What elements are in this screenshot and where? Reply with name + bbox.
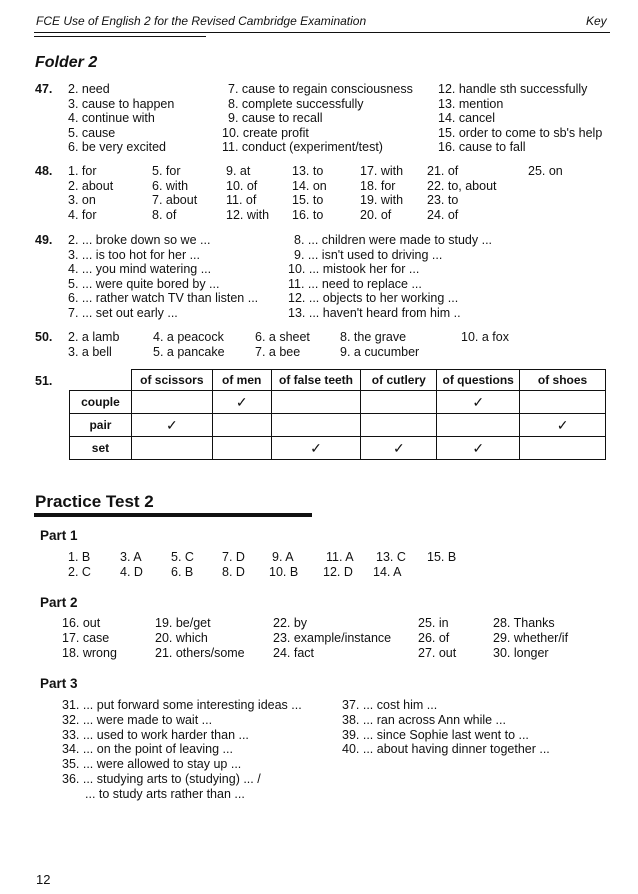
tick-cell bbox=[131, 437, 212, 460]
answer-item: 36. ... studying arts to (studying) ... / bbox=[62, 772, 261, 786]
tick-cell bbox=[271, 414, 361, 437]
answer-item: 1. B bbox=[68, 550, 91, 564]
answer-item: 1. for bbox=[68, 164, 97, 178]
answer-item: 29. whether/if bbox=[493, 630, 569, 645]
answer-item: 13. ... haven't heard from him .. bbox=[288, 306, 461, 320]
answer-item: 5. a pancake bbox=[153, 345, 225, 359]
answer-item-continuation: ... to study arts rather than ... bbox=[85, 786, 245, 801]
tick-cell bbox=[361, 391, 437, 414]
answer-item: 22. to, about bbox=[427, 178, 497, 193]
tick-cell: ✓ bbox=[437, 437, 520, 460]
running-header-title: FCE Use of English 2 for the Revised Cambridge Examination bbox=[36, 14, 367, 28]
tick-cell: ✓ bbox=[361, 437, 437, 460]
table-header: of men bbox=[212, 370, 271, 391]
answer-item: 6. a sheet bbox=[255, 330, 310, 344]
answer-item: 11. of bbox=[226, 193, 257, 208]
tick-cell: ✓ bbox=[437, 391, 520, 414]
answer-item: 31. ... put forward some interesting ideas ... bbox=[62, 698, 302, 712]
tick-cell: ✓ bbox=[271, 437, 361, 460]
part-3-title: Part 3 bbox=[40, 676, 78, 691]
tick-cell bbox=[361, 414, 437, 437]
tick-cell bbox=[131, 391, 212, 414]
answer-item: 23. to bbox=[427, 193, 459, 208]
answer-item: 12. with bbox=[226, 207, 270, 222]
answer-item: 9. at bbox=[226, 164, 251, 178]
answer-item: 10. create profit bbox=[222, 125, 309, 140]
question-number-47: 47. bbox=[35, 82, 53, 96]
answer-item: 18. wrong bbox=[62, 645, 117, 660]
answer-item: 9. a cucumber bbox=[340, 345, 420, 359]
answer-item: 13. to bbox=[292, 164, 324, 178]
answer-item: 17. case bbox=[62, 630, 110, 645]
answer-item: 2. about bbox=[68, 178, 114, 193]
answer-item: 8. the grave bbox=[340, 330, 407, 344]
answer-item: 8. of bbox=[152, 207, 177, 222]
tick-cell bbox=[520, 437, 606, 460]
table-header: of scissors bbox=[131, 370, 212, 391]
folder-title: Folder 2 bbox=[35, 54, 98, 71]
answer-item: 9. cause to recall bbox=[228, 111, 323, 126]
answer-item: 32. ... were made to wait ... bbox=[62, 712, 213, 727]
tick-cell bbox=[271, 391, 361, 414]
answer-item: 3. A bbox=[120, 550, 142, 564]
answer-item: 2. C bbox=[68, 565, 91, 579]
answer-item: 7. D bbox=[222, 550, 245, 564]
answer-item: 11. ... need to replace ... bbox=[288, 276, 422, 291]
answer-item: 19. be/get bbox=[155, 616, 211, 630]
tick-cell: ✓ bbox=[212, 391, 271, 414]
answer-item: 8. D bbox=[222, 565, 245, 579]
answer-item: 22. by bbox=[273, 616, 308, 630]
answer-item: 4. a peacock bbox=[153, 330, 224, 344]
header-rule-short bbox=[34, 36, 206, 37]
table-header: of false teeth bbox=[271, 370, 361, 391]
answer-item: 4. ... you mind watering ... bbox=[68, 262, 212, 277]
row-label: pair bbox=[70, 414, 132, 437]
answer-item: 5. cause bbox=[68, 125, 116, 140]
answer-item: 7. a bee bbox=[255, 345, 301, 359]
answer-item: 10. a fox bbox=[461, 330, 509, 344]
answer-item: 25. in bbox=[418, 616, 449, 630]
answer-item: 9. ... isn't used to driving ... bbox=[294, 247, 443, 262]
answer-item: 16. out bbox=[62, 616, 101, 630]
answer-item: 14. A bbox=[373, 565, 402, 579]
answer-item: 24. fact bbox=[273, 645, 314, 660]
answer-item: 12. D bbox=[323, 565, 353, 579]
answer-item: 4. continue with bbox=[68, 111, 155, 126]
question-number-50: 50. bbox=[35, 330, 53, 344]
tick-cell bbox=[437, 414, 520, 437]
answer-item: 21. others/some bbox=[155, 645, 245, 660]
answer-item: 23. example/instance bbox=[273, 630, 392, 645]
answer-item: 2. need bbox=[68, 82, 110, 96]
answer-item: 6. ... rather watch TV than listen ... bbox=[68, 291, 259, 306]
answer-item: 6. be very excited bbox=[68, 140, 166, 155]
answer-item: 15. to bbox=[292, 193, 324, 208]
answer-item: 19. with bbox=[360, 193, 404, 208]
answer-item: 27. out bbox=[418, 645, 457, 660]
answer-item: 10. of bbox=[226, 178, 258, 193]
answer-item: 20. of bbox=[360, 207, 392, 222]
answer-item: 10. ... mistook her for ... bbox=[288, 262, 420, 277]
answer-item: 7. ... set out early ... bbox=[68, 306, 178, 320]
answer-item: 26. of bbox=[418, 630, 450, 645]
answer-item: 11. conduct (experiment/test) bbox=[222, 140, 383, 155]
answer-item: 21. of bbox=[427, 164, 459, 178]
answer-item: 2. ... broke down so we ... bbox=[68, 233, 211, 247]
table-row bbox=[70, 414, 606, 437]
table-header: of questions bbox=[437, 370, 520, 391]
part-2-title: Part 2 bbox=[40, 595, 78, 610]
row-label: set bbox=[70, 437, 132, 460]
answer-item: 4. D bbox=[120, 565, 143, 579]
answer-item: 7. cause to regain consciousness bbox=[228, 82, 413, 96]
answer-item: 25. on bbox=[528, 164, 563, 178]
answer-item: 17. with bbox=[360, 164, 404, 178]
tick-cell: ✓ bbox=[131, 414, 212, 437]
row-label: couple bbox=[70, 391, 132, 414]
question-number-51: 51. bbox=[35, 374, 53, 388]
table-header: of shoes bbox=[520, 370, 606, 391]
answer-item: 40. ... about having dinner together ... bbox=[342, 742, 550, 757]
part-1-title: Part 1 bbox=[40, 528, 78, 543]
answer-item: 18. for bbox=[360, 178, 396, 193]
practice-title-rule bbox=[34, 513, 312, 517]
tick-cell bbox=[212, 437, 271, 460]
tick-cell bbox=[520, 391, 606, 414]
question-number-49: 49. bbox=[35, 233, 53, 247]
answer-item: 15. order to come to sb's help bbox=[438, 125, 603, 140]
answer-item: 5. C bbox=[171, 550, 194, 564]
answer-item: 12. handle sth successfully bbox=[438, 82, 588, 96]
tick-cell bbox=[212, 414, 271, 437]
answer-item: 5. ... were quite bored by ... bbox=[68, 276, 220, 291]
table-row bbox=[70, 391, 606, 414]
answer-item: 39. ... since Sophie last went to ... bbox=[342, 727, 529, 742]
answer-item: 6. with bbox=[152, 178, 189, 193]
answer-item: 16. to bbox=[292, 207, 324, 222]
answer-item: 3. on bbox=[68, 193, 96, 208]
header-rule bbox=[34, 32, 610, 33]
answer-item: 34. ... on the point of leaving ... bbox=[62, 742, 233, 757]
answer-item: 10. B bbox=[269, 565, 299, 579]
page-number: 12 bbox=[36, 872, 51, 887]
answer-item: 14. on bbox=[292, 178, 327, 193]
answer-item: 11. A bbox=[326, 550, 354, 564]
answer-item: 13. mention bbox=[438, 96, 504, 111]
table-row bbox=[70, 437, 606, 460]
answer-item: 3. cause to happen bbox=[68, 96, 175, 111]
answer-item: 15. B bbox=[427, 550, 457, 564]
answer-item: 7. about bbox=[152, 193, 198, 208]
answer-item: 3. ... is too hot for her ... bbox=[68, 247, 201, 262]
answer-item: 4. for bbox=[68, 207, 97, 222]
answer-table-51 bbox=[69, 369, 606, 460]
answer-item: 30. longer bbox=[493, 645, 549, 660]
answer-item: 5. for bbox=[152, 164, 181, 178]
answer-item: 20. which bbox=[155, 630, 208, 645]
tick-cell: ✓ bbox=[520, 414, 606, 437]
answer-item: 38. ... ran across Ann while ... bbox=[342, 712, 506, 727]
answer-item: 33. ... used to work harder than ... bbox=[62, 727, 249, 742]
answer-item: 2. a lamb bbox=[68, 330, 120, 344]
answer-item: 28. Thanks bbox=[493, 616, 555, 630]
table-header: of cutlery bbox=[361, 370, 437, 391]
question-number-48: 48. bbox=[35, 164, 53, 178]
answer-item: 8. ... children were made to study ... bbox=[294, 233, 493, 247]
answer-item: 37. ... cost him ... bbox=[342, 698, 438, 712]
answer-item: 3. a bell bbox=[68, 345, 112, 359]
answer-item: 35. ... were allowed to stay up ... bbox=[62, 757, 242, 772]
practice-test-title: Practice Test 2 bbox=[35, 492, 154, 511]
answer-item: 24. of bbox=[427, 207, 459, 222]
answer-item: 12. ... objects to her working ... bbox=[288, 291, 459, 306]
answer-item: 16. cause to fall bbox=[438, 140, 526, 155]
answer-item: 8. complete successfully bbox=[228, 96, 364, 111]
running-header-key: Key bbox=[586, 14, 607, 28]
answer-item: 13. C bbox=[376, 550, 406, 564]
answer-item: 14. cancel bbox=[438, 111, 495, 126]
answer-item: 9. A bbox=[272, 550, 294, 564]
answer-item: 6. B bbox=[171, 565, 194, 579]
